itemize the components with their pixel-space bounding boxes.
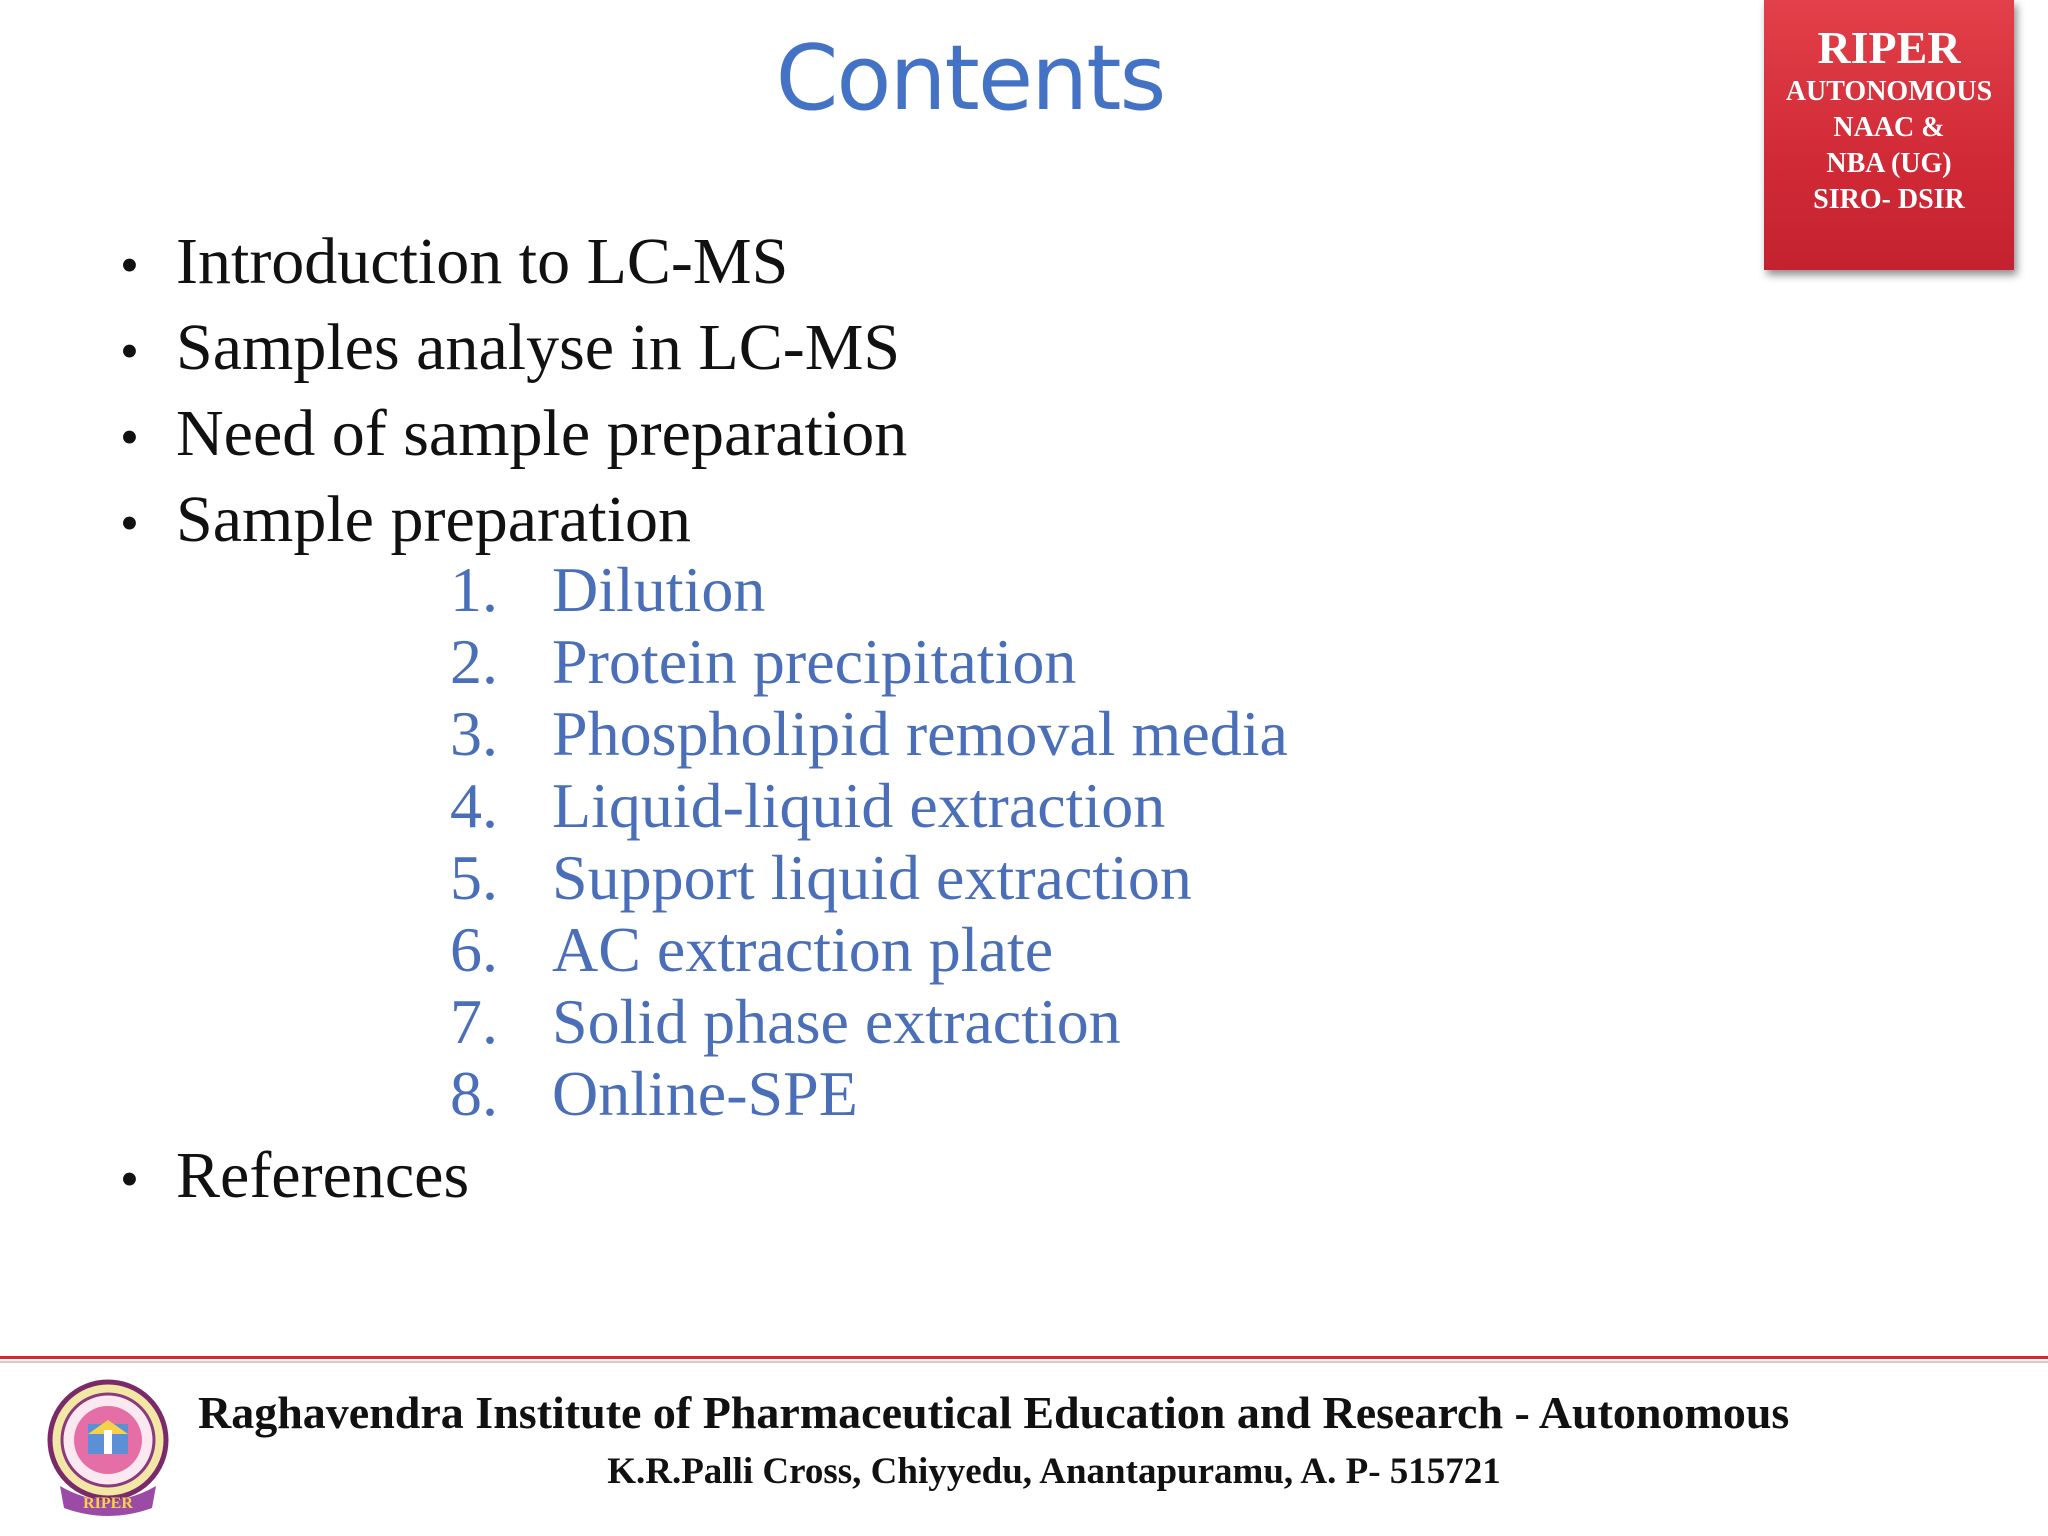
list-item [120,1138,469,1217]
bullet-icon: • [120,407,139,467]
list-item [120,396,907,475]
bullet-icon: • [120,1149,139,1209]
badge-line-3: NAAC & [1833,112,1945,143]
sub-item-number: 3. [450,698,498,769]
accreditation-badge [1764,0,2014,270]
bullet-icon: • [120,493,139,553]
sub-item-text: Support liquid extraction [552,842,1192,913]
sub-item-number: 2. [450,626,498,697]
sub-item-number: 6. [450,914,498,985]
bullet-text: References [176,1139,470,1212]
sub-item-text: Dilution [552,554,766,625]
bullet-text: Introduction to LC-MS [176,225,789,298]
sub-list-item [450,770,1165,842]
sub-item-number: 4. [450,770,498,841]
sub-item-text: Solid phase extraction [552,986,1121,1057]
bullet-icon: • [120,235,139,295]
bullet-text: Sample preparation [176,483,691,556]
bullet-text: Samples analyse in LC-MS [176,311,901,384]
badge-line-2: AUTONOMOUS [1785,76,1993,107]
sub-item-text: Online-SPE [552,1058,858,1129]
badge-line-1: RIPER [1817,22,1961,73]
sub-list-item [450,914,1053,986]
badge-line-4: NBA (UG) [1826,148,1952,179]
sub-item-number: 5. [450,842,498,913]
sub-item-text: Liquid-liquid extraction [552,770,1166,841]
sub-item-text: Phospholipid removal media [552,698,1288,769]
sub-list-item [450,698,1288,770]
bullet-icon: • [120,321,139,381]
sub-list-item [450,986,1121,1058]
list-item [120,224,788,303]
slide-title: Contents [775,26,1165,131]
sub-item-number: 7. [450,986,498,1057]
footer-divider-shadow [0,1361,2048,1363]
sub-list-item [450,842,1192,914]
sub-item-number: 1. [450,554,498,625]
sub-list-item [450,626,1076,698]
list-item [120,482,691,561]
footer-divider [0,1356,2048,1359]
sub-list-item [450,1058,858,1130]
institute-name: Raghavendra Institute of Pharmaceutical Education and Research - Autonomous [198,1387,1790,1438]
bullet-text: Need of sample preparation [176,397,908,470]
institute-logo-icon [40,1374,180,1524]
sub-item-text: Protein precipitation [552,626,1077,697]
institute-address: K.R.Palli Cross, Chiyyedu, Anantapuramu, A. P- 515721 [607,1451,1501,1492]
sub-list-item [450,554,765,626]
logo-text: RIPER [83,1495,133,1512]
list-item [120,310,900,389]
badge-line-5: SIRO- DSIR [1813,184,1965,215]
sub-item-number: 8. [450,1058,498,1129]
sub-item-text: AC extraction plate [552,914,1054,985]
